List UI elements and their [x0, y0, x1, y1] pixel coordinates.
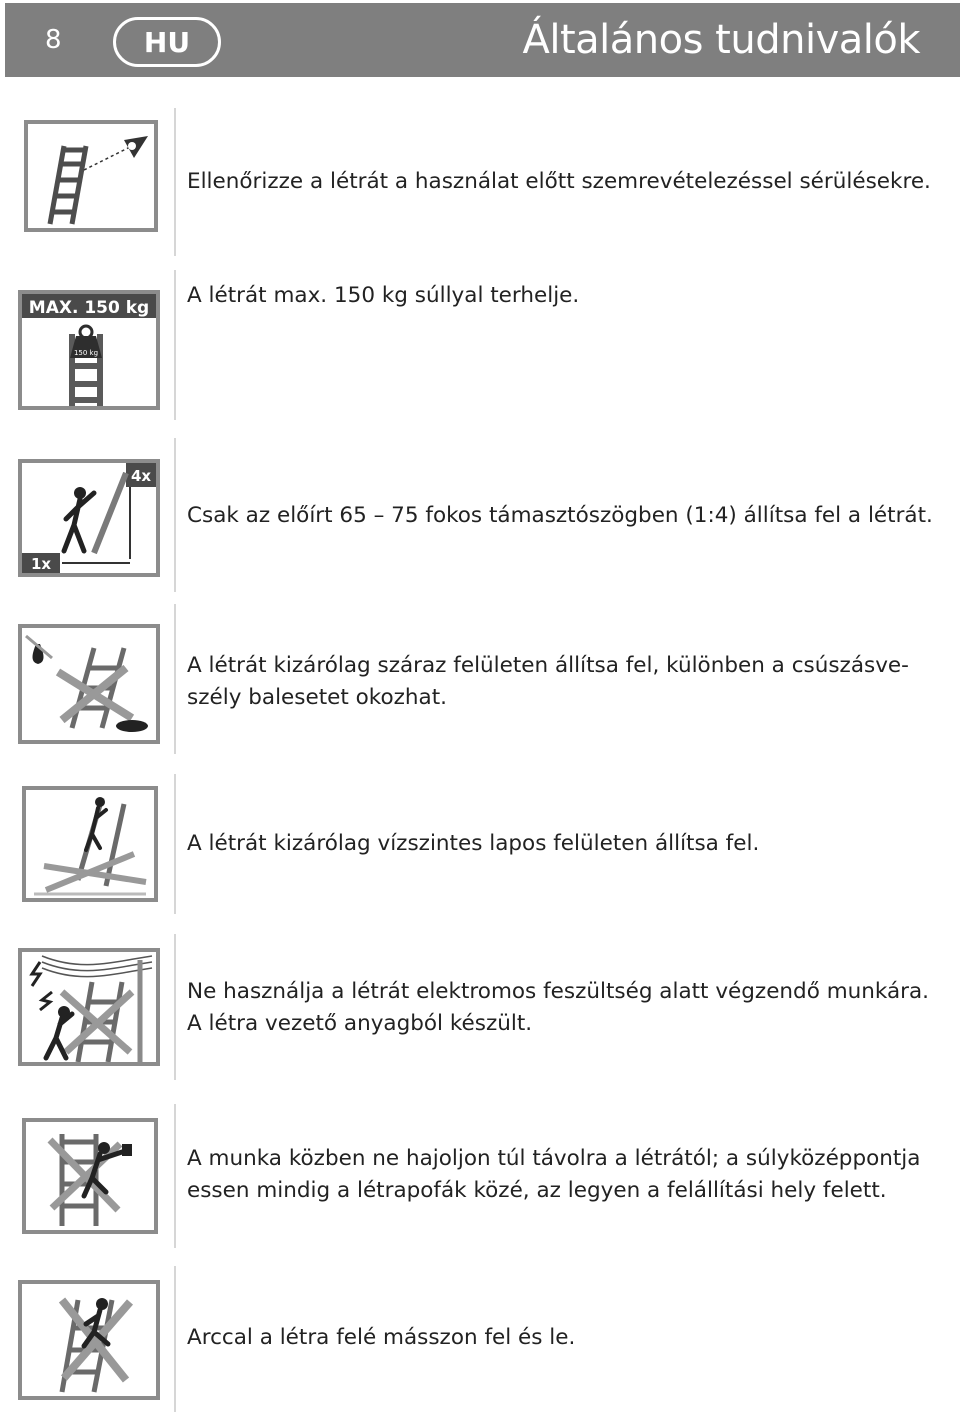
face-ladder-warning-icon: [18, 1280, 160, 1400]
instruction-line: A létrát kizárólag száraz felületen állítsa fel, különben a csúszásve-: [187, 653, 909, 678]
instruction-text: [187, 1143, 948, 1207]
page-number: 8: [45, 25, 62, 55]
instruction-text: [187, 976, 948, 1040]
uneven-surface-warning-icon: [22, 786, 158, 902]
row-divider: [174, 1266, 176, 1412]
instruction-text: [187, 280, 948, 312]
instruction-line: essen mindig a létrapofák közé, az legyen a felállítási hely felett.: [187, 1178, 887, 1203]
instruction-line: szély balesetet okozhat.: [187, 685, 447, 710]
page-title: Általános tudnivalók: [522, 17, 920, 63]
instruction-text: [187, 650, 948, 714]
row-divider: [174, 934, 176, 1080]
instruction-line: A létrát kizárólag vízszintes lapos felületen állítsa fel.: [187, 831, 760, 856]
max-load-weight-icon: [18, 290, 160, 410]
instruction-line: Ne használja a létrát elektromos feszültség alatt végzendő munkára.: [187, 979, 929, 1004]
electric-hazard-warning-icon: [18, 948, 160, 1066]
instruction-line: Ellenőrizze a létrát a használat előtt szemrevételezéssel sérülésekre.: [187, 169, 931, 194]
ladder-angle-icon: [18, 459, 160, 577]
row-divider: [174, 1104, 176, 1248]
max-load-label: MAX. 150 kg: [28, 298, 150, 318]
ladder-inspection-eye-icon: [24, 120, 158, 232]
row-divider: [174, 270, 176, 420]
ratio-horizontal: 1x: [30, 555, 52, 573]
page-header: [5, 3, 960, 77]
instruction-line: A létrát max. 150 kg súllyal terhelje.: [187, 283, 580, 308]
instruction-line: Arccal a létra felé másszon fel és le.: [187, 1325, 576, 1350]
instruction-text: [187, 166, 948, 198]
instruction-line: Csak az előírt 65 – 75 fokos támasztószögben (1:4) állítsa fel a létrát.: [187, 503, 933, 528]
row-divider: [174, 774, 176, 914]
slippery-surface-warning-icon: [18, 624, 160, 744]
weight-label: 150 kg: [73, 349, 99, 357]
leaning-warning-icon: [22, 1118, 158, 1234]
instruction-line: A munka közben ne hajoljon túl távolra a létrától; a súlyközéppontja: [187, 1146, 921, 1171]
row-divider: [174, 108, 176, 256]
instruction-line: A létra vezető anyagból készült.: [187, 1011, 533, 1036]
language-badge: HU: [113, 17, 221, 67]
instruction-text: [187, 500, 948, 532]
instruction-text: [187, 828, 948, 860]
row-divider: [174, 604, 176, 754]
ratio-vertical: 4x: [130, 467, 152, 485]
row-divider: [174, 438, 176, 592]
instruction-text: [187, 1322, 948, 1354]
